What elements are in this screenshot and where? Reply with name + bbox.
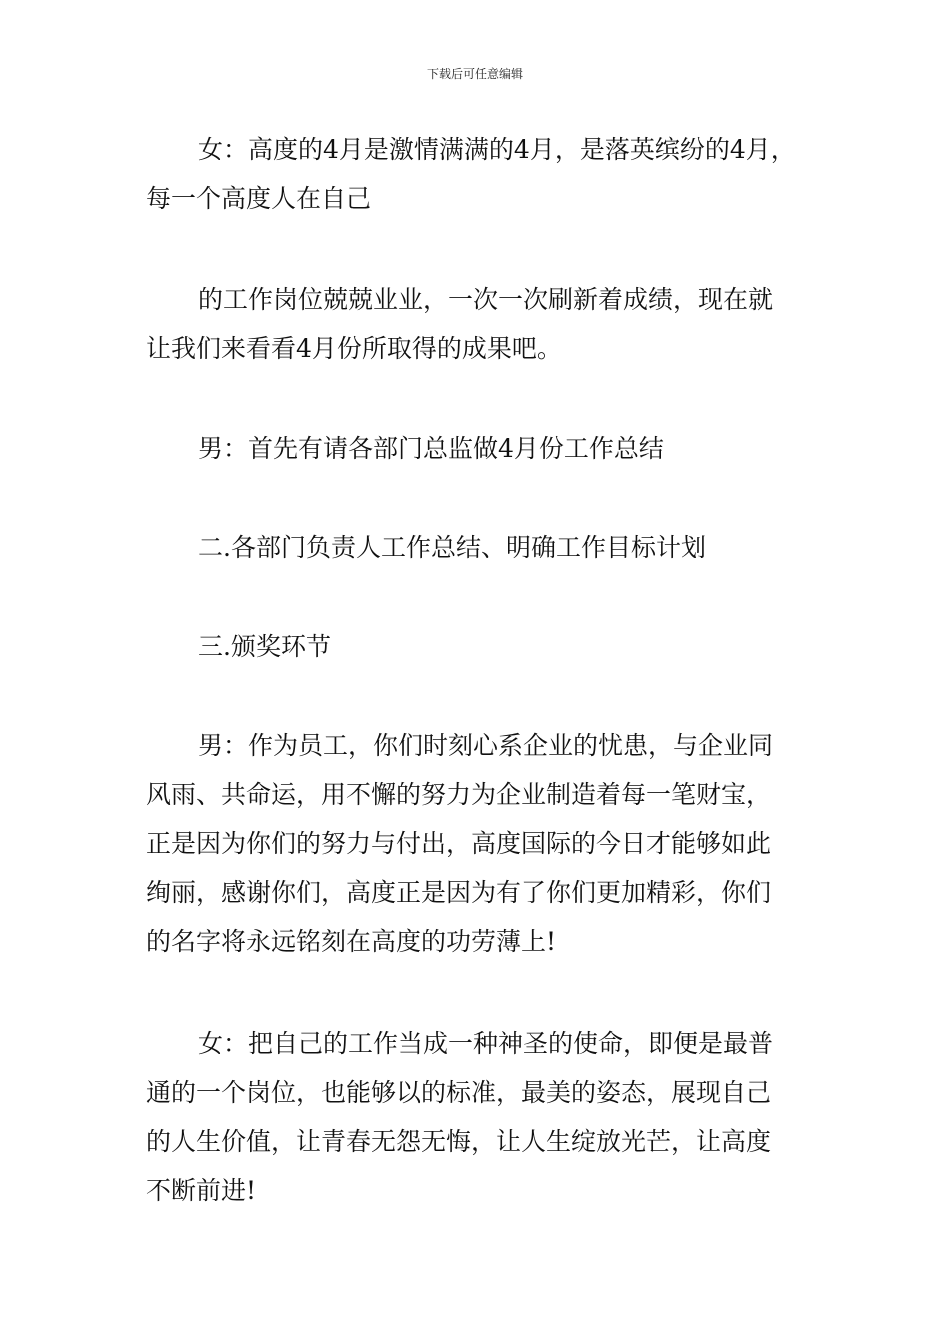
paragraph-2 (146, 275, 810, 373)
text-line: 每一个高度人在自己 (146, 184, 372, 213)
text-line: 的工作岗位兢兢业业，一次一次刷新着成绩，现在就 (198, 285, 774, 314)
text-line: 男：作为员工，你们时刻心系企业的忧患，与企业同 (198, 731, 774, 760)
text-line: 风雨、共命运，用不懈的努力为企业制造着每一笔财宝， (146, 780, 772, 809)
page-header: 下载后可任意编辑 (426, 67, 523, 81)
text-line: 三.颁奖环节 (198, 632, 331, 661)
paragraph-1 (146, 125, 810, 223)
text-line: 女：把自己的工作当成一种神圣的使命，即便是最普 (198, 1029, 774, 1058)
text-line: 的名字将永远铭刻在高度的功劳薄上! (146, 927, 557, 956)
paragraph-6 (146, 721, 810, 966)
section-heading-2 (146, 523, 810, 572)
text-line: 通的一个岗位，也能够以的标准，最美的姿态，展现自己 (146, 1078, 772, 1107)
section-heading-3 (146, 622, 810, 671)
text-line: 绚丽，感谢你们，高度正是因为有了你们更加精彩，你们 (146, 878, 772, 907)
text-line: 正是因为你们的努力与付出，高度国际的今日才能够如此 (146, 829, 772, 858)
text-line: 让我们来看看4月份所取得的成果吧。 (146, 334, 562, 363)
text-line: 不断前进! (146, 1176, 257, 1205)
paragraph-3 (146, 424, 810, 473)
text-line: 女：高度的4月是激情满满的4月，是落英缤纷的4月， (198, 135, 796, 164)
text-line: 的人生价值，让青春无怨无悔，让人生绽放光芒，让高度 (146, 1127, 772, 1156)
text-line: 男：首先有请各部门总监做4月份工作总结 (198, 434, 664, 463)
paragraph-7 (146, 1019, 810, 1215)
text-line: 二.各部门负责人工作总结、明确工作目标计划 (198, 533, 706, 562)
